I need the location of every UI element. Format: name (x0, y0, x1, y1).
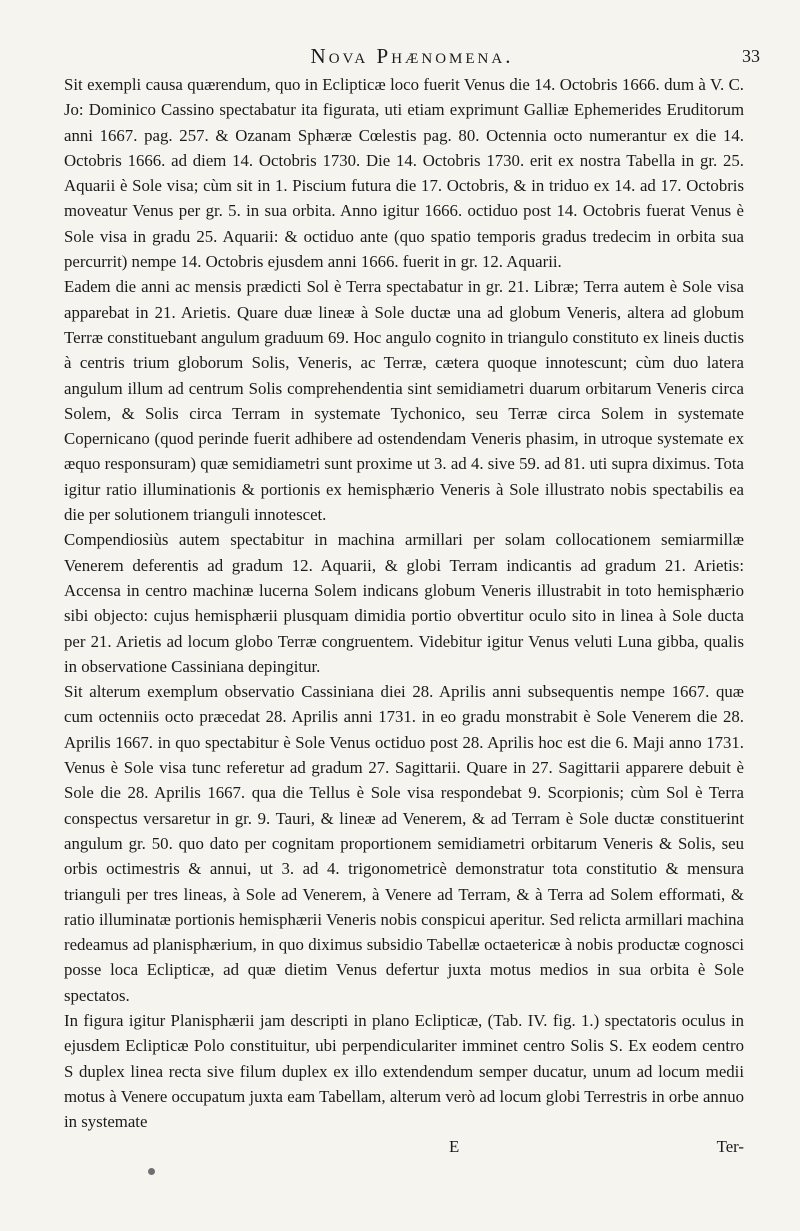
running-title: Nova Phænomena. (310, 44, 514, 68)
paragraph-4: Sit alterum exemplum observatio Cassiniana diei 28. Aprilis anni subsequentis nempe 1667. quæ cum octenniis octo præcedat 28. Aprilis anni 1731. in eo gradu monstrabit è Sole Venerem die 28. Aprilis 1667. in quo spectabitur è Sole Venus octiduo post 28. Aprilis hoc est die 6. Maji anno 1731. Venus è Sole visa tunc referetur ad gradum 27. Sagittarii. Quare in 27. Sagittarii apparere debuit è Sole die 28. Aprilis 1667. qua die Tellus è Sole visa respondebat 9. Scorpionis; cùm Sol è Terra conspectus versaretur in gr. 9. Tauri, & lineæ ad Venerem, & ad Terram è Sole ductæ constituerint angulum gr. 50. quo dato per cognitam proportionem semidiametri orbitarum Veneris & Solis, seu orbis octimestris & annui, ut 3. ad 4. trigonometricè demonstratur tota constitutio & mensura trianguli per tres lineas, à Sole ad Venerem, à Venere ad Terram, & à Terra ad Solem efformati, & ratio illuminatæ portionis hemisphærii Veneris nobis conspicui aperitur. Sed relicta armillari machina redeamus ad planisphærium, in quo diximus subsidio Tabellæ octaetericæ à nobis productæ cognosci posse loca Eclipticæ, ad quæ dietim Venus defertur juxta motus medios in sua orbita è Sole spectatos. (64, 682, 744, 1005)
paragraph-3: Compendiosiùs autem spectabitur in machina armillari per solam collocationem semiarmillæ Venerem deferentis ad gradum 12. Aquarii, & globi Terram indicantis ad gradum 21. Arietis: Accensa in centro machinæ lucerna Solem indicans globum Veneris illustrabit in toto hemisphærio sibi objecto: cujus hemisphærii plusquam dimidia portio obvertitur oculo sito in linea à Sole ducta per 21. Arietis ad locum globo Terræ congruentem. Videbitur igitur Venus veluti Luna gibba, qualis in observatione Cassiniana depingitur. (64, 530, 744, 676)
ink-speck (148, 1168, 155, 1175)
page-number: 33 (742, 46, 760, 66)
running-head (64, 44, 760, 68)
catchword: Ter- (716, 1137, 744, 1157)
footer-row (64, 1137, 744, 1163)
paragraph-5: In figura igitur Planisphærii jam descripti in plano Eclipticæ, (Tab. IV. fig. 1.) spectatoris oculus in ejusdem Eclipticæ Polo constituitur, ubi perpendiculariter imminet centro Solis S. Ex eodem centro S duplex linea recta sive filum duplex ex illo extendendum semper ducatur, unum ad locum medii motus à Venere occupatum juxta eam Tabellam, alterum verò ad locum globi Terrestris in orbe annuo in systemate (64, 1010, 744, 1132)
main-text (64, 72, 744, 1134)
signature-mark: E (449, 1137, 460, 1157)
paragraph-1: Sit exempli causa quærendum, quo in Eclipticæ loco fuerit Venus die 14. Octobris 1666. dum à V. C. Jo: Dominico Cassino spectabatur ita figurata, uti etiam exprimunt Galliæ Ephemerides Eruditorum anni 1667. pag. 257. & Ozanam Sphæræ Cœlestis pag. 80. Octennia octo numerantur ex die 14. Octobris 1666. ad diem 14. Octobris 1730. Die 14. Octobris 1730. erit ex nostra Tabella in gr. 25. Aquarii è Sole visa; cùm sit in 1. Piscium futura die 17. Octobris, & in triduo ex 14. ad 17. Octobris moveatur Venus per gr. 5. in sua orbita. Anno igitur 1666. octiduo post 14. Octobris fuerat Venus è Sole visa in gradu 25. Aquarii: & octiduo ante (quo spatio temporis gradus tredecim in orbita sua percurrit) nempe 14. Octobris ejusdem anni 1666. fuerit in gr. 12. Aquarii. (64, 75, 744, 272)
paragraph-2: Eadem die anni ac mensis prædicti Sol è Terra spectabatur in gr. 21. Libræ; Terra autem è Sole visa apparebat in 21. Arietis. Quare duæ lineæ à Sole ductæ una ad globum Veneris, altera ad globum Terræ constituebant angulum graduum 69. Hoc angulo cognito in triangulo constituto ex lineis ductis à centris trium globorum Solis, Veneris, ac Terræ, cætera quoque innotescunt; cùm duo latera angulum illum ad centrum Solis comprehendentia sint semidiametri duarum orbitarum Veneris circa Solem, & Solis circa Terram in systemate Tychonico, seu Terræ circa Solem in systemate Copernicano (quod perinde fuerit adhibere ad ostendendam Veneris phasim, in utroque systemate ex æquo responsuram) quæ semidiametri sunt proxime ut 3. ad 4. sive 59. ad 81. uti supra diximus. Tota igitur ratio illuminationis & portionis ex hemisphærio Veneris à Sole illustrato nobis spectabilis ea die per solutionem trianguli innotescet. (64, 277, 744, 525)
